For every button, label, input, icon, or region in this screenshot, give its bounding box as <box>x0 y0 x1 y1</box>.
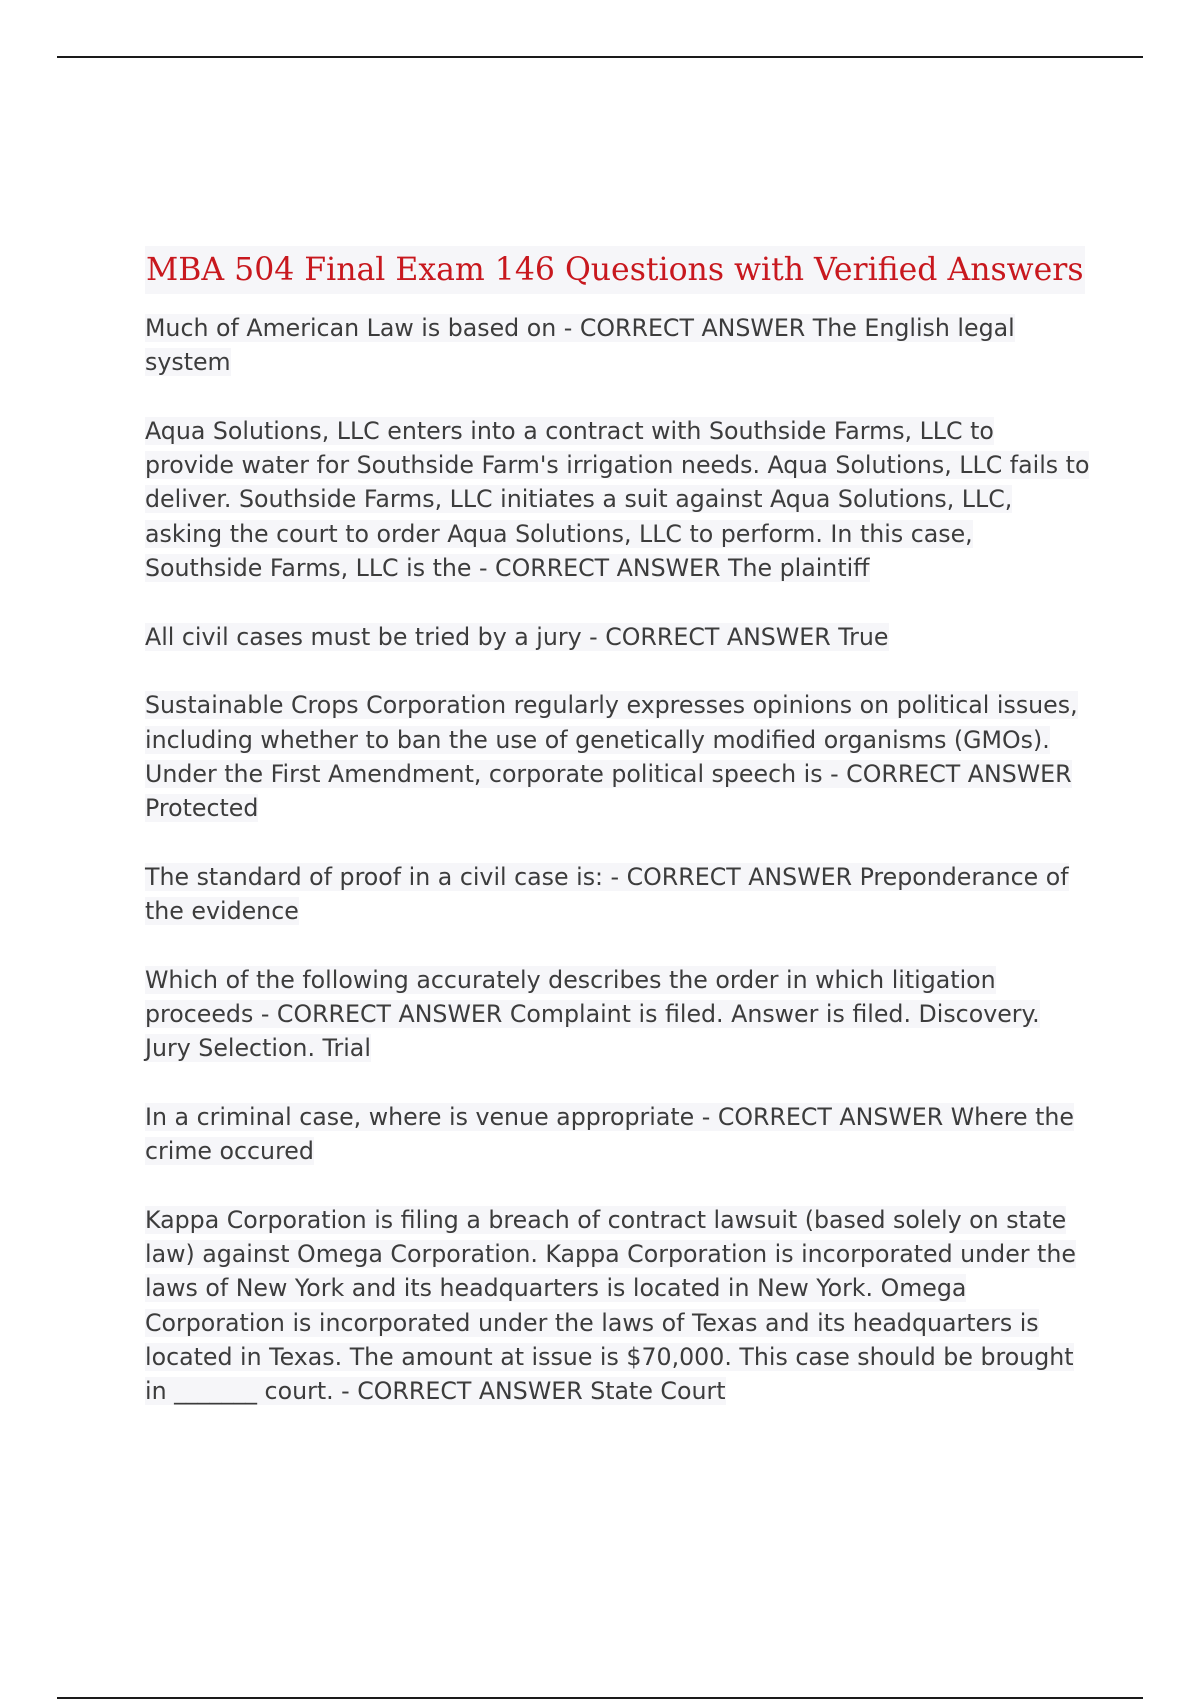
qa-item-text: In a criminal case, where is venue appropriate - CORRECT ANSWER Where the crime occured <box>145 1102 1074 1166</box>
document-body <box>145 246 1090 1443</box>
qa-item <box>145 620 1090 654</box>
qa-item <box>145 1100 1090 1169</box>
qa-item-text: Which of the following accurately describes the order in which litigation proceeds - CORRECT ANSWER Complaint is filed. Answer is filed. Discovery. Jury Selection. Trial <box>145 965 1040 1063</box>
qa-item-text: Much of American Law is based on - CORRECT ANSWER The English legal system <box>145 314 1015 377</box>
footer-rule <box>57 1697 1143 1699</box>
qa-item-text: Aqua Solutions, LLC enters into a contract with Southside Farms, LLC to provide water for Southside Farm's irrigation needs. Aqua Solutions, LLC fails to deliver. Southside Farms, LLC initiates a suit against Aqua Solutions, LLC, asking the court to order Aqua Solutions, LLC to perform. In this case, Southside Farms, LLC is the - CORRECT ANSWER The plaintiff <box>145 416 1090 583</box>
qa-item-text: All civil cases must be tried by a jury - CORRECT ANSWER True <box>145 622 889 651</box>
qa-item-text: Sustainable Crops Corporation regularly expresses opinions on political issues, including whether to ban the use of genetically modified organisms (GMOs). Under the First Amendment, corporate political speech is - CORRECT ANSWER Protected <box>145 691 1078 823</box>
qa-item <box>145 1203 1090 1409</box>
document-title: MBA 504 Final Exam 146 Questions with Verified Answers <box>145 246 1085 294</box>
header-rule <box>57 56 1143 58</box>
qa-item <box>145 311 1090 380</box>
qa-item <box>145 860 1090 929</box>
qa-item <box>145 688 1090 825</box>
qa-item <box>145 414 1090 585</box>
qa-item <box>145 963 1090 1066</box>
qa-item-text: Kappa Corporation is filing a breach of contract lawsuit (based solely on state law) against Omega Corporation. Kappa Corporation is incorporated under the laws of New York and its headquarters is located in New York. Omega Corporation is incorporated under the laws of Texas and its headquarters is located in Texas. The amount at issue is $70,000. This case should be brought in _______ court. - CORRECT ANSWER State Court <box>145 1205 1076 1406</box>
qa-item-text: The standard of proof in a civil case is: - CORRECT ANSWER Preponderance of the evidence <box>145 862 1069 926</box>
